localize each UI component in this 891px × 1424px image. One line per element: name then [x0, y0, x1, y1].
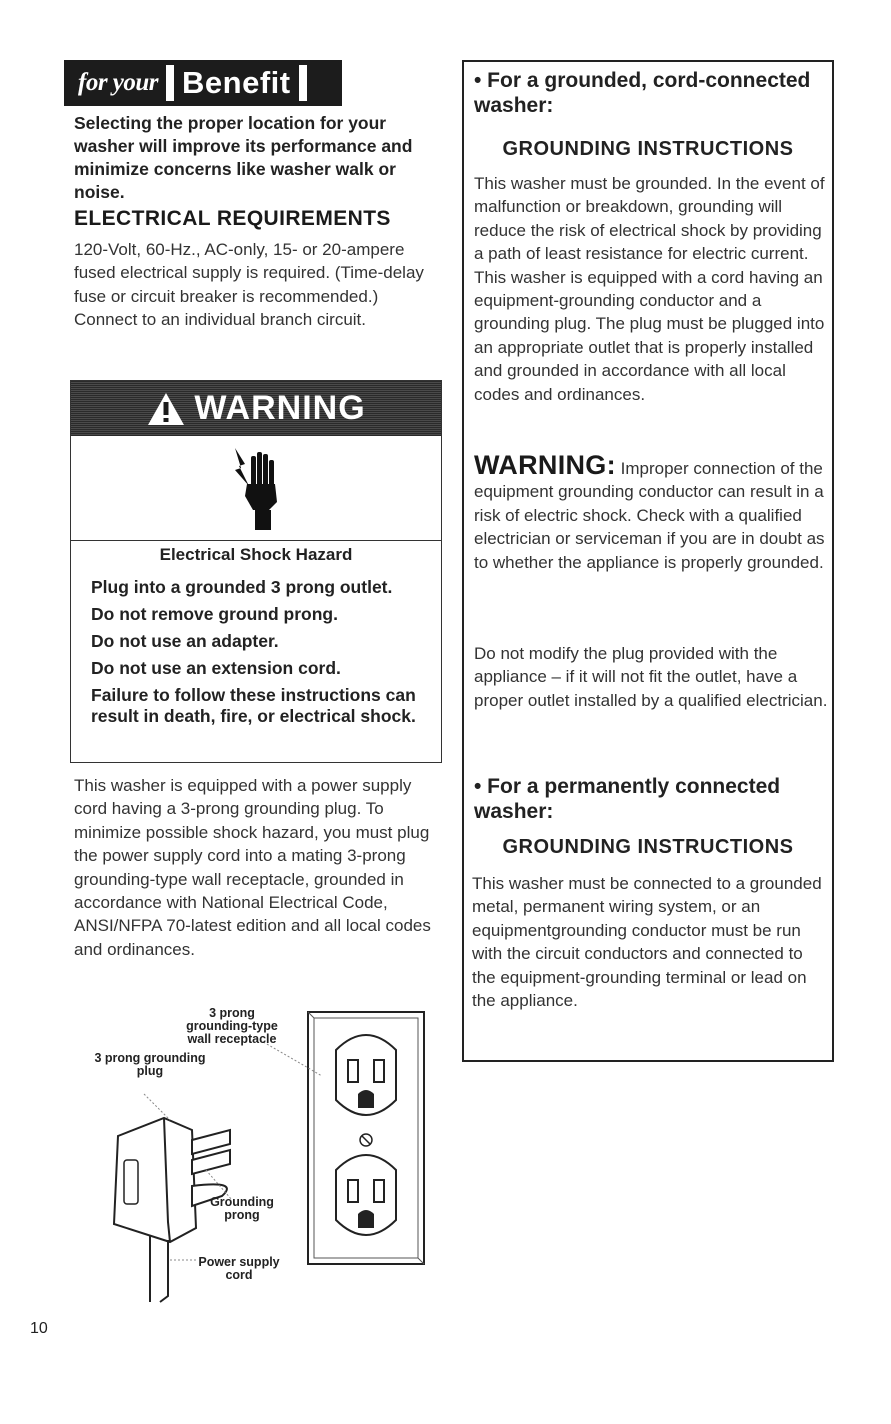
plug-receptacle-diagram — [90, 1006, 430, 1305]
warning-header — [71, 381, 441, 436]
permanent-body-text: This washer must be connected to a grounded metal, permanent wiring system, or an equipmentgrounding conductor must be run with the circuit conductors and connected to the equipment-grounding terminal or lead on the appliance. — [472, 874, 822, 1011]
hazard-list — [91, 577, 431, 733]
hazard-line: Do not use an extension cord. — [91, 658, 341, 678]
grounding-instructions-title: GROUNDING INSTRUCTIONS — [502, 138, 794, 160]
hazard-line: Do not use an adapter. — [91, 631, 279, 651]
electrical-requirements-body: 120-Volt, 60-Hz., AC-only, 15- or 20-ampere fused electrical supply is required. (Time-delay fuse or circuit breaker is recommended.) Connect to an individual branch circuit. — [74, 240, 424, 330]
banner-big-text: Benefit — [174, 65, 299, 101]
permanently-connected-heading: • For a permanently connected washer: — [474, 775, 781, 823]
hazard-title: Electrical Shock Hazard — [159, 545, 353, 564]
intro-text: Selecting the proper location for your washer will improve its performance and minimize concerns like washer walk or noise. — [74, 113, 413, 202]
for-your-benefit-banner — [64, 60, 342, 106]
power-supply-cord-text: This washer is equipped with a power supply cord having a 3-prong grounding plug. To minimize possible shock hazard, you must plug the power supply cord into a mating 3-prong grounding-type wall receptacle, grounded in accordance with National Electrical Code, ANSI/NFPA 70-latest edition and all local codes and ordinances. — [74, 776, 431, 959]
warning-header-text: WARNING — [194, 389, 366, 427]
grounding-prong-label: Grounding prong — [210, 1195, 274, 1222]
hazard-line: Do not remove ground prong. — [91, 604, 338, 624]
warning-word: WARNING: — [474, 450, 616, 480]
receptacle-label: 3 prong grounding-type wall receptacle — [186, 1006, 278, 1046]
plug-label: 3 prong grounding plug — [94, 1051, 206, 1078]
modify-plug-text: Do not modify the plug provided with the appliance – if it will not fit the outlet, have a proper outlet installed by a qualified electrician. — [474, 644, 828, 710]
warning-text: Improper connection of the equipment grounding conductor can result in a risk of electric shock. Check with a qualified electrician or serviceman if you are in doubt as to whether the appliance is properly grounded. — [474, 459, 825, 572]
hazard-line: Plug into a grounded 3 prong outlet. — [91, 577, 393, 597]
grounding-instructions-title-2: GROUNDING INSTRUCTIONS — [502, 836, 794, 858]
power-cord-label: Power supply cord — [198, 1255, 280, 1282]
hazard-line: Failure to follow these instructions can result in death, fire, or electrical shock. — [91, 685, 416, 726]
electrical-shock-hand-icon — [229, 446, 289, 532]
banner-small-text: for your — [78, 69, 159, 96]
grounded-body-text: This washer must be grounded. In the event of malfunction or breakdown, grounding will reduce the risk of electrical shock by providing a path of least resistance for electric current. This washer is equipped with a cord having an equipment-grounding conductor and a grounding plug. The plug must be plugged into an appropriate outlet that is properly installed and grounded in accordance with all local codes and ordinances. — [474, 174, 825, 404]
electrical-requirements-title: ELECTRICAL REQUIREMENTS — [74, 207, 391, 230]
grounded-cord-connected-heading: • For a grounded, cord-connected washer: — [474, 69, 811, 117]
warning-box — [70, 380, 442, 763]
warning-triangle-icon — [146, 391, 186, 427]
page-number: 10 — [30, 1320, 48, 1337]
